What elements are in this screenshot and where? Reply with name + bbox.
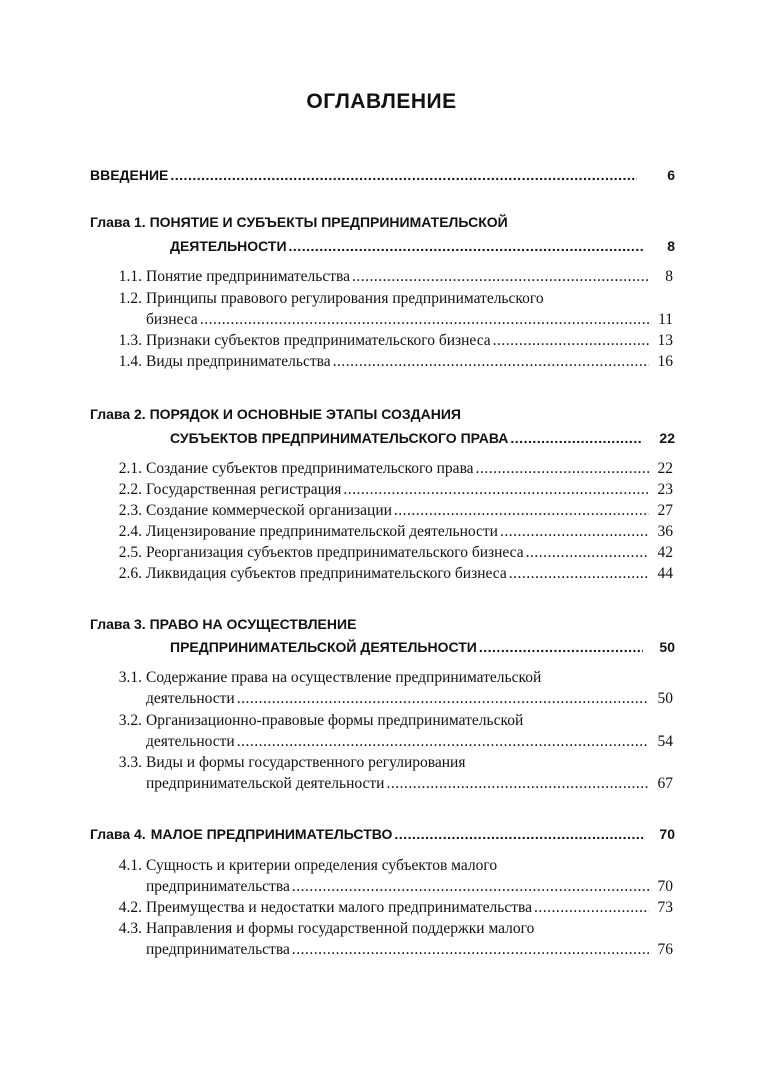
section-number: 2.3.	[118, 502, 142, 519]
leader-dots	[510, 428, 643, 448]
leader-dots	[386, 774, 649, 794]
section-number: 4.1.	[118, 857, 142, 874]
leader-dots	[200, 310, 649, 330]
chapter-prefix: Глава 3.	[90, 616, 146, 632]
leader-dots	[343, 480, 649, 500]
toc-section-entry[interactable]	[146, 310, 673, 330]
chapter-2-heading[interactable]	[90, 404, 461, 424]
chapter-prefix: Глава 4.	[90, 826, 146, 842]
leader-dots	[509, 564, 649, 584]
section-number: 2.2.	[118, 481, 142, 498]
section-title: Преимущества и недостатки малого предпринимательства	[146, 899, 532, 916]
intro-page: 6	[667, 167, 675, 183]
toc-intro-entry[interactable]	[90, 165, 675, 185]
leader-dots	[479, 637, 643, 657]
leader-dots	[493, 331, 649, 351]
section-title-cont: предпринимательства	[146, 878, 290, 895]
section-page: 76	[657, 941, 673, 958]
section-number: 2.4.	[118, 523, 142, 540]
section-title-cont: деятельности	[146, 733, 235, 750]
leader-dots	[394, 824, 643, 844]
chapter-page: 50	[659, 639, 675, 655]
section-title[interactable]: Виды и формы государственного регулирования	[146, 754, 466, 771]
leader-dots	[394, 501, 649, 521]
intro-label: ВВЕДЕНИЕ	[90, 167, 169, 183]
section-number: 1.2.	[118, 290, 142, 307]
chapter-title-line2: ДЕЯТЕЛЬНОСТИ	[170, 238, 287, 254]
section-page: 22	[657, 460, 673, 477]
chapter-prefix: Глава 1.	[90, 214, 146, 230]
leader-dots	[289, 236, 643, 256]
section-number: 3.2.	[118, 712, 142, 729]
toc-section-entry[interactable]	[146, 267, 673, 287]
section-number: 2.6.	[118, 565, 142, 582]
chapter-page: 70	[659, 826, 675, 842]
leader-dots	[526, 543, 649, 563]
section-page: 67	[657, 775, 673, 792]
leader-dots	[237, 689, 649, 709]
section-number: 1.4.	[118, 353, 142, 370]
toc-section-entry[interactable]	[146, 543, 673, 563]
section-title: Создание субъектов предпринимательского права	[146, 460, 474, 477]
toc-section-entry[interactable]	[146, 877, 673, 897]
leader-dots	[237, 732, 649, 752]
section-number: 3.3.	[118, 754, 142, 771]
toc-section-entry[interactable]	[146, 732, 673, 752]
section-title: Государственная регистрация	[146, 481, 342, 498]
chapter-2-title-cont[interactable]	[170, 428, 675, 448]
section-number: 1.3.	[118, 332, 142, 349]
leader-dots	[534, 898, 649, 918]
section-number: 1.1.	[118, 268, 142, 285]
section-title: Понятие предпринимательства	[146, 268, 351, 285]
chapter-1-heading[interactable]	[90, 212, 508, 232]
section-page: 50	[657, 690, 673, 707]
section-page: 16	[657, 353, 673, 370]
chapter-title-line1: ПОНЯТИЕ И СУБЪЕКТЫ ПРЕДПРИНИМАТЕЛЬСКОЙ	[149, 214, 508, 230]
section-title[interactable]: Сущность и критерии определения субъектов малого	[146, 857, 498, 874]
section-title[interactable]: Направления и формы государственной поддержки малого	[146, 920, 535, 937]
chapter-page: 8	[667, 238, 675, 254]
section-title: Лицензирование предпринимательской деятельности	[146, 523, 498, 540]
leader-dots	[352, 267, 649, 287]
section-page: 54	[657, 733, 673, 750]
toc-section-entry[interactable]	[146, 564, 673, 584]
section-page: 23	[657, 481, 673, 498]
section-number: 2.5.	[118, 544, 142, 561]
leader-dots	[476, 459, 649, 479]
section-page: 36	[657, 523, 673, 540]
section-title: Реорганизация субъектов предпринимательского бизнеса	[146, 544, 524, 561]
toc-section-entry[interactable]	[146, 898, 673, 918]
chapter-title-line1: ПРАВО НА ОСУЩЕСТВЛЕНИЕ	[149, 616, 357, 632]
toc-section-entry[interactable]	[146, 689, 673, 709]
toc-section-entry[interactable]	[146, 501, 673, 521]
section-title-cont: деятельности	[146, 690, 235, 707]
section-page: 27	[657, 502, 673, 519]
section-page: 8	[665, 268, 673, 285]
section-title: Признаки субъектов предпринимательского бизнеса	[146, 332, 491, 349]
leader-dots	[292, 877, 649, 897]
toc-section-entry[interactable]	[146, 522, 673, 542]
toc-section-entry[interactable]	[146, 940, 673, 960]
leader-dots	[170, 165, 637, 185]
section-page: 13	[657, 332, 673, 349]
section-title-cont: предпринимательства	[146, 941, 290, 958]
section-title-cont: бизнеса	[146, 311, 198, 328]
section-title: Ликвидация субъектов предпринимательского бизнеса	[146, 565, 507, 582]
chapter-title-line1: ПОРЯДОК И ОСНОВНЫЕ ЭТАПЫ СОЗДАНИЯ	[149, 406, 461, 422]
section-page: 11	[658, 311, 673, 328]
section-title[interactable]: Содержание права на осуществление предпринимательской	[146, 669, 542, 686]
chapter-page: 22	[659, 430, 675, 446]
chapter-3-title-cont[interactable]	[170, 637, 675, 657]
leader-dots	[292, 940, 649, 960]
section-title[interactable]: Принципы правового регулирования предпринимательского	[146, 290, 544, 307]
section-number: 2.1.	[118, 460, 142, 477]
leader-dots	[333, 352, 649, 372]
chapter-prefix: Глава 2.	[90, 406, 146, 422]
chapter-3-heading[interactable]	[90, 614, 356, 634]
section-title: Виды предпринимательства	[146, 353, 331, 370]
chapter-title-line2: СУБЪЕКТОВ ПРЕДПРИНИМАТЕЛЬСКОГО ПРАВА	[170, 430, 509, 446]
chapter-1-title-cont[interactable]	[170, 236, 675, 256]
section-page: 70	[657, 878, 673, 895]
chapter-title-line1: МАЛОЕ ПРЕДПРИНИМАТЕЛЬСТВО	[150, 826, 393, 842]
toc-section-entry[interactable]	[146, 480, 673, 500]
section-page: 42	[657, 544, 673, 561]
section-title-cont: предпринимательской деятельности	[146, 775, 385, 792]
toc-section-entry[interactable]	[146, 331, 673, 351]
chapter-4-heading[interactable]	[90, 824, 675, 844]
page-title: ОГЛАВЛЕНИЕ	[306, 90, 457, 113]
section-page: 73	[657, 899, 673, 916]
toc-section-entry[interactable]	[146, 459, 673, 479]
section-page: 44	[657, 565, 673, 582]
section-title: Создание коммерческой организации	[146, 502, 392, 519]
section-number: 3.1.	[118, 669, 142, 686]
section-number: 4.3.	[118, 920, 142, 937]
chapter-title-line2: ПРЕДПРИНИМАТЕЛЬСКОЙ ДЕЯТЕЛЬНОСТИ	[170, 639, 477, 655]
leader-dots	[500, 522, 649, 542]
toc-section-entry[interactable]	[146, 774, 673, 794]
section-number: 4.2.	[118, 899, 142, 916]
toc-section-entry[interactable]	[146, 352, 673, 372]
section-title[interactable]: Организационно-правовые формы предпринимательской	[146, 712, 524, 729]
